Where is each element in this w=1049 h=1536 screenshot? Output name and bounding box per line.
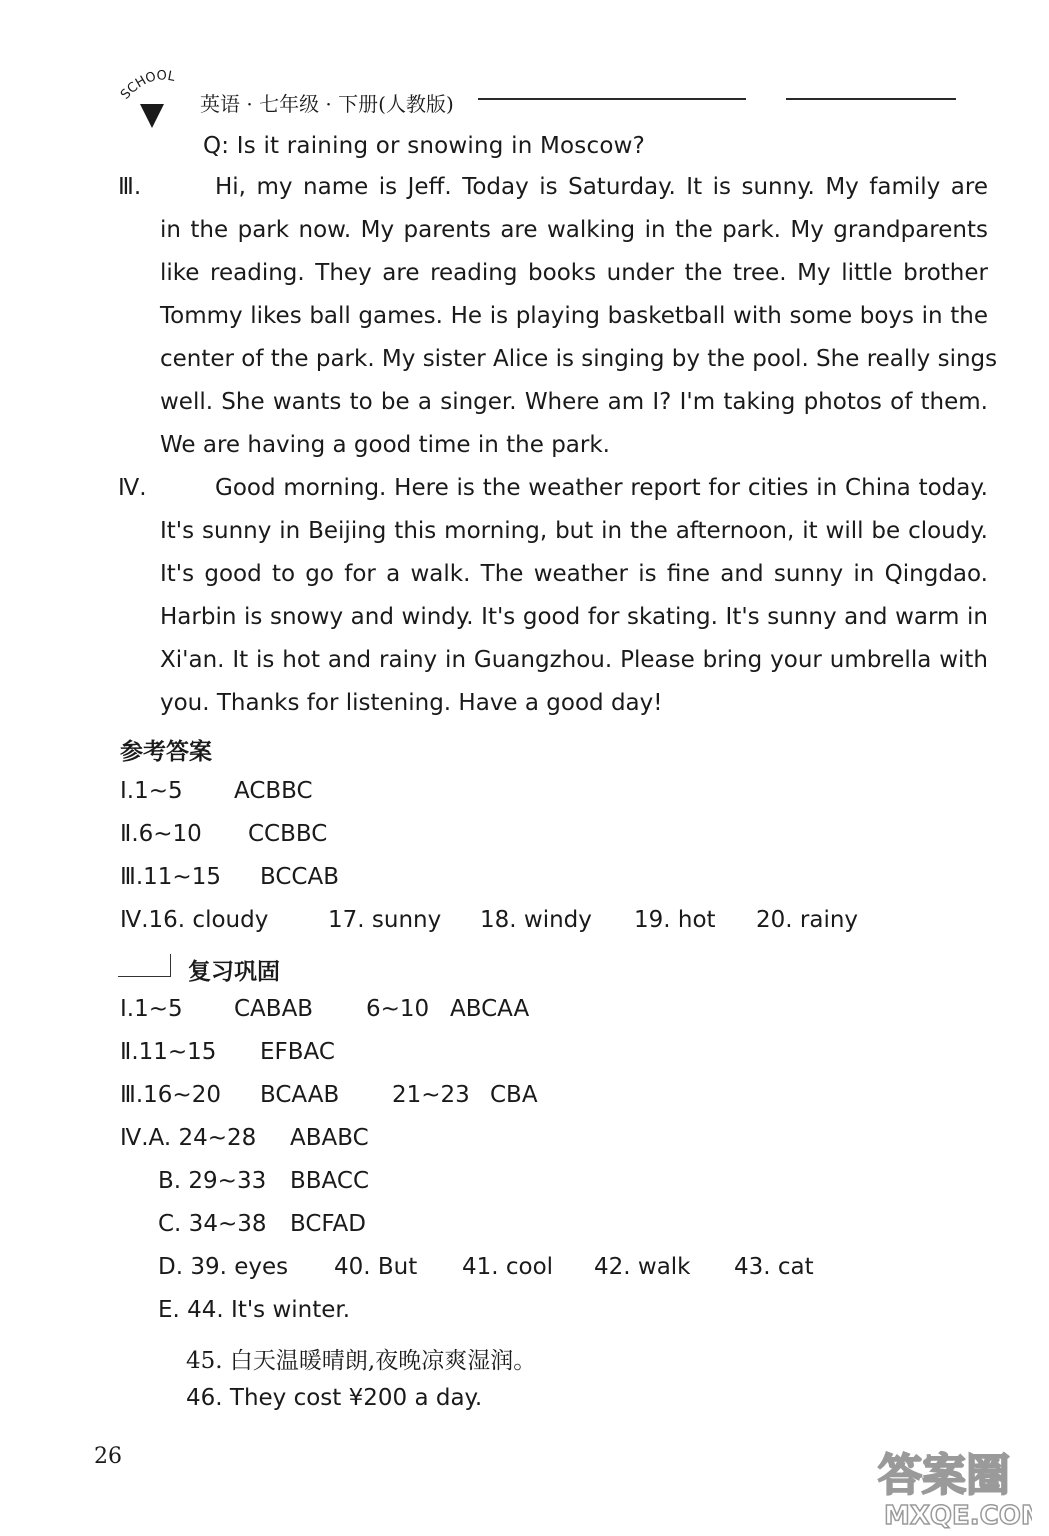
question-line: Q: Is it raining or snowing in Moscow? — [203, 133, 646, 159]
passage-number: Ⅳ. — [118, 475, 147, 501]
passage-iv — [118, 467, 988, 725]
passage-line: It's sunny in Beijing this morning, but in the afternoon, it will be cloudy. — [160, 518, 988, 544]
answer-value: 45. 白天温暖晴朗,夜晚凉爽湿润。 — [186, 1348, 537, 1374]
answer-value: 20. rainy — [756, 907, 859, 933]
passage-line: well. She wants to be a singer. Where am I? I'm taking photos of them. — [160, 389, 988, 415]
answer-value: ABCAA — [450, 996, 530, 1022]
answer-value: BCAAB — [260, 1082, 340, 1108]
answers-title: 参考答案 — [120, 739, 212, 765]
answer-value: E. 44. It's winter. — [158, 1297, 351, 1323]
passage-line: Xi'an. It is hot and rainy in Guangzhou. Please bring your umbrella with — [160, 647, 988, 673]
answer-value: BCFAD — [290, 1211, 366, 1237]
page-number: 26 — [94, 1444, 122, 1469]
watermark-url-text: MXQE.COM — [884, 1501, 1032, 1530]
answer-value: 41. cool — [462, 1254, 554, 1280]
answer-row — [120, 864, 980, 894]
answer-range: 6~10 — [366, 996, 430, 1022]
passage-line: in the park now. My parents are walking in the park. My grandparents — [160, 217, 988, 243]
review-row — [120, 996, 980, 1026]
review-row — [158, 1254, 978, 1284]
answer-value: BCCAB — [260, 864, 340, 890]
passage-line: Tommy likes ball games. He is playing basketball with some boys in the — [160, 303, 988, 329]
answer-value: 19. hot — [634, 907, 716, 933]
answer-range: Ⅲ.11~15 — [120, 864, 221, 890]
review-row — [158, 1297, 978, 1327]
review-row — [158, 1211, 978, 1241]
answer-value: ABABC — [290, 1125, 369, 1151]
answer-value: 40. But — [334, 1254, 418, 1280]
answer-range: Ⅰ.1~5 — [120, 996, 183, 1022]
review-row — [120, 1039, 980, 1069]
review-row — [120, 1125, 980, 1155]
answer-value: 17. sunny — [328, 907, 442, 933]
answer-range: Ⅲ.16~20 — [120, 1082, 221, 1108]
review-row — [158, 1168, 978, 1198]
review-section-marker — [118, 954, 171, 977]
passage-line: We are having a good time in the park. — [160, 432, 610, 458]
answer-value: EFBAC — [260, 1039, 335, 1065]
passage-line: Hi, my name is Jeff. Today is Saturday. It is sunny. My family are — [215, 174, 988, 200]
answer-row — [120, 778, 980, 808]
answer-range: Ⅳ.A. 24~28 — [120, 1125, 257, 1151]
watermark-main-text: 答案圈 — [878, 1450, 1010, 1501]
watermark-logo — [872, 1440, 1032, 1530]
review-row — [186, 1342, 976, 1372]
passage-line: center of the park. My sister Alice is singing by the pool. She really sings — [160, 346, 998, 372]
answer-row — [120, 821, 980, 851]
answer-value: 43. cat — [734, 1254, 814, 1280]
answer-value: 18. windy — [480, 907, 592, 933]
svg-text:SCHOOL — [118, 70, 177, 103]
logo-text: SCHOOL — [118, 70, 177, 103]
header-title: 英语 · 七年级 · 下册(人教版) — [200, 92, 454, 116]
passage-line: It's good to go for a walk. The weather is fine and sunny in Qingdao. — [160, 561, 988, 587]
answer-range: Ⅱ.11~15 — [120, 1039, 217, 1065]
answer-value: CABAB — [234, 996, 314, 1022]
answer-value: D. 39. eyes — [158, 1254, 289, 1280]
answer-range: B. 29~33 — [158, 1168, 267, 1194]
answer-value: Ⅳ.16. cloudy — [120, 907, 269, 933]
review-row — [120, 1082, 980, 1112]
answer-value: 42. walk — [594, 1254, 691, 1280]
answer-range: Ⅰ.1~5 — [120, 778, 183, 804]
answer-range: C. 34~38 — [158, 1211, 267, 1237]
answer-value: BBACC — [290, 1168, 370, 1194]
passage-line: you. Thanks for listening. Have a good day! — [160, 690, 663, 716]
header-rule-right — [786, 98, 956, 100]
school-logo — [118, 70, 190, 132]
answer-row — [120, 907, 980, 937]
header-rule-left — [478, 98, 746, 100]
answer-value: CBA — [490, 1082, 538, 1108]
passage-iii — [118, 166, 998, 467]
answer-value: ACBBC — [234, 778, 313, 804]
passage-line: like reading. They are reading books under the tree. My little brother — [160, 260, 988, 286]
passage-line: Good morning. Here is the weather report for cities in China today. — [215, 475, 988, 501]
review-title: 复习巩固 — [188, 959, 280, 985]
passage-number: Ⅲ. — [118, 174, 142, 200]
passage-line: Harbin is snowy and windy. It's good for skating. It's sunny and warm in — [160, 604, 988, 630]
answer-range: 21~23 — [392, 1082, 470, 1108]
answer-value: 46. They cost ¥200 a day. — [186, 1385, 483, 1411]
review-row — [186, 1385, 976, 1415]
answer-value: CCBBC — [248, 821, 328, 847]
answer-range: Ⅱ.6~10 — [120, 821, 202, 847]
